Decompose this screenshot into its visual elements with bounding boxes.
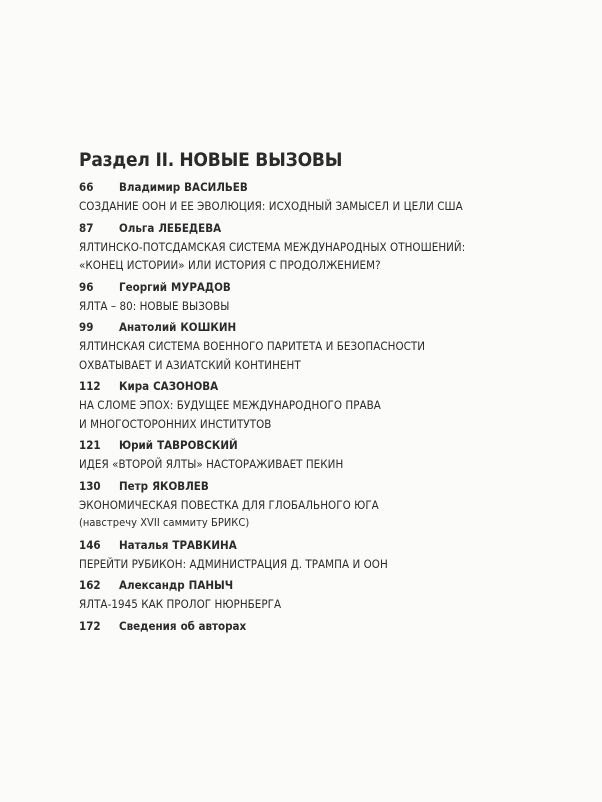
toc-entry[interactable]: [79, 437, 559, 474]
article-title: [79, 297, 559, 316]
author-first-name: Сведения: [119, 618, 177, 633]
author-first-name: Анатолий: [119, 320, 177, 334]
page-number: 121: [79, 438, 101, 452]
article-title: [79, 455, 559, 474]
page-number: 172: [79, 618, 101, 633]
entry-header: [79, 437, 559, 454]
toc-entry[interactable]: [79, 319, 559, 374]
article-title-line: ЭКОНОМИЧЕСКАЯ ПОВЕСТКА ДЛЯ ГЛОБАЛЬНОГО ЮГА: [79, 497, 379, 512]
author-first-name: Ольга: [119, 220, 155, 235]
author-last-name: об авторах: [180, 618, 247, 633]
author-first-name: Георгий: [119, 279, 168, 294]
author-last-name: МУРАДОВ: [171, 279, 231, 294]
page-number: 99: [79, 320, 94, 334]
section-name: НОВЫЕ ВЫЗОВЫ: [179, 149, 343, 171]
article-title-line: СОЗДАНИЕ ООН И ЕЕ ЭВОЛЮЦИЯ: ИСХОДНЫЙ ЗАМЫСЕЛ И ЦЕЛИ США: [79, 199, 463, 213]
toc-entry[interactable]: [79, 537, 559, 574]
toc-entry[interactable]: [79, 279, 559, 316]
section-prefix: Раздел II.: [79, 149, 175, 171]
entry-header: [79, 220, 559, 237]
entry-header: [79, 577, 559, 594]
page-number: 112: [79, 379, 101, 393]
author-last-name: ЯКОВЛЕВ: [152, 478, 209, 493]
article-title-line: ЯЛТИНСКО-ПОТСДАМСКАЯ СИСТЕМА МЕЖДУНАРОДНЫХ ОТНОШЕНИЙ:: [79, 239, 466, 254]
article-title-line: ОХВАТЫВАЕТ И АЗИАТСКИЙ КОНТИНЕНТ: [79, 357, 301, 372]
page-number: 162: [79, 578, 101, 592]
section-title: [79, 148, 559, 172]
entry-header: [79, 378, 559, 395]
article-title: [79, 555, 559, 574]
article-title-line: НА СЛОМЕ ЭПОХ: БУДУЩЕЕ МЕЖДУНАРОДНОГО ПРАВА: [79, 398, 381, 412]
table-of-contents: [79, 148, 559, 635]
author-last-name: КОШКИН: [180, 320, 237, 334]
page-number: 130: [79, 478, 101, 493]
entry-header: [79, 179, 559, 196]
toc-entry[interactable]: [79, 478, 559, 533]
author-first-name: Петр: [119, 478, 149, 493]
article-title: [79, 595, 559, 614]
article-title: [79, 496, 559, 533]
toc-entry[interactable]: [79, 179, 559, 216]
author-first-name: Юрий: [119, 438, 154, 452]
entry-header: [79, 319, 559, 336]
author-first-name: Наталья: [119, 537, 169, 552]
author-last-name: САЗОНОВА: [153, 379, 219, 393]
entry-header: [79, 537, 559, 554]
author-last-name: ПАНЫЧ: [188, 578, 234, 592]
page-number: 146: [79, 537, 101, 552]
page-number: 87: [79, 220, 94, 235]
article-title: [79, 238, 559, 275]
article-title-line: «КОНЕЦ ИСТОРИИ» ИЛИ ИСТОРИЯ С ПРОДОЛЖЕНИЕМ?: [79, 258, 381, 272]
author-last-name: ТАВРОВСКИЙ: [157, 438, 238, 452]
page-number: 96: [79, 279, 94, 294]
entry-header: [79, 279, 559, 296]
article-title-line: ЯЛТА – 80: НОВЫЕ ВЫЗОВЫ: [79, 298, 230, 313]
article-title-line: И МНОГОСТОРОННИХ ИНСТИТУТОВ: [79, 416, 272, 431]
article-title: [79, 396, 559, 433]
article-title: [79, 337, 559, 374]
toc-entry[interactable]: [79, 378, 559, 433]
article-title: [79, 197, 559, 216]
article-title-line: ИДЕЯ «ВТОРОЙ ЯЛТЫ» НАСТОРАЖИВАЕТ ПЕКИН: [79, 457, 344, 471]
entry-header: [79, 478, 559, 495]
author-last-name: ВАСИЛЬЕВ: [184, 180, 248, 194]
toc-entries: [79, 179, 559, 635]
entry-header: [79, 618, 559, 635]
article-title-line: ЯЛТИНСКАЯ СИСТЕМА ВОЕННОГО ПАРИТЕТА И БЕЗОПАСНОСТИ: [79, 339, 426, 353]
author-first-name: Александр: [119, 578, 185, 592]
author-last-name: ЛЕБЕДЕВА: [158, 220, 222, 235]
page-number: 66: [79, 180, 94, 194]
author-first-name: Владимир: [119, 180, 181, 194]
toc-entry[interactable]: [79, 577, 559, 614]
toc-entry[interactable]: [79, 220, 559, 275]
article-title-line: ЯЛТА-1945 КАК ПРОЛОГ НЮРНБЕРГА: [79, 597, 282, 611]
author-first-name: Кира: [119, 379, 150, 393]
article-note: (навстречу XVII саммиту БРИКС): [79, 516, 250, 529]
toc-entry[interactable]: [79, 618, 559, 635]
article-title-line: ПЕРЕЙТИ РУБИКОН: АДМИНИСТРАЦИЯ Д. ТРАМПА И ООН: [79, 556, 388, 571]
author-last-name: ТРАВКИНА: [172, 537, 237, 552]
